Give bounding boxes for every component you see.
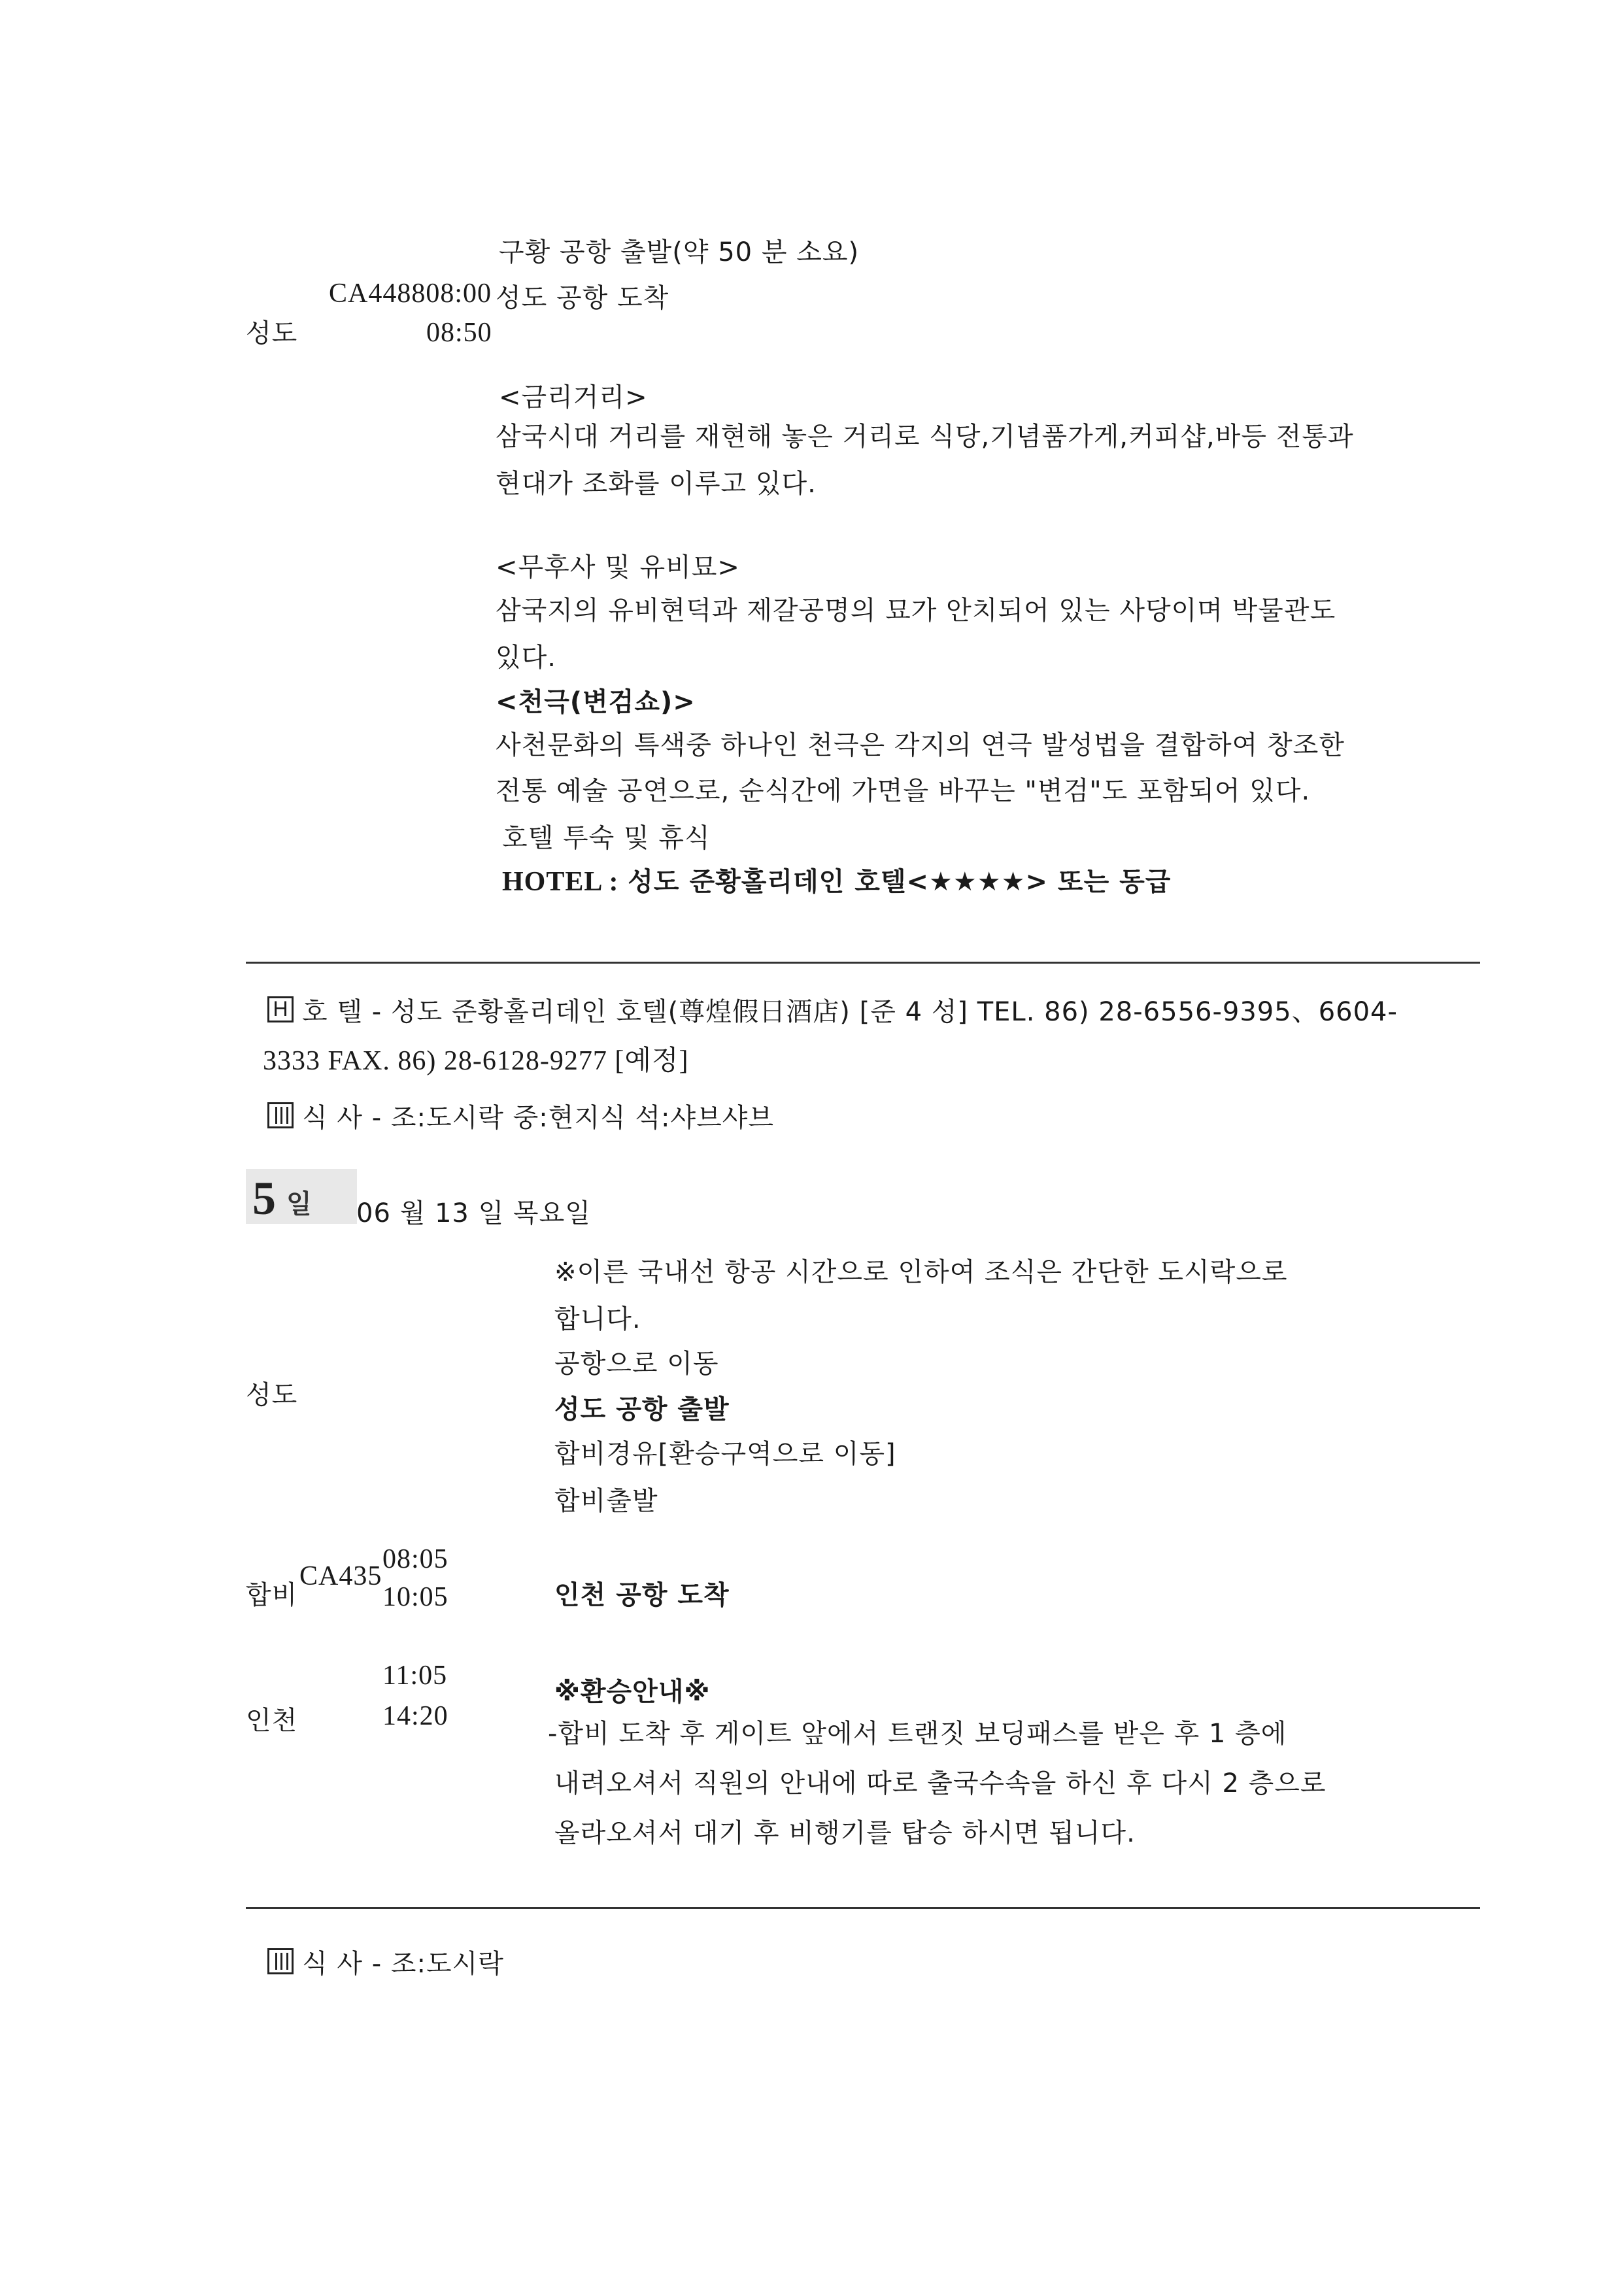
sight-2-title: <무후사 및 유비묘> [496, 552, 740, 582]
transfer-title: ※환승안내※ [554, 1677, 711, 1707]
time-b: 10:05 [382, 1582, 448, 1612]
sight-1-desc-1: 삼국시대 거리를 재현해 놓은 거리로 식당,기념품가게,커피샵,바등 전통과 [496, 422, 1354, 452]
divider-1 [246, 962, 1480, 964]
day-number: 5 [252, 1172, 276, 1224]
hefei-depart-line: 합비출발 [554, 1486, 658, 1516]
sight-3-desc-1: 사천문화의 특색중 하나인 천극은 각지의 연극 발성법을 결합하여 창조한 [496, 730, 1345, 760]
move-line: 공항으로 이동 [554, 1349, 719, 1379]
hotel-value: 성도 준황홀리데인 호텔<★★★★> 또는 동급 [628, 867, 1172, 897]
day5-date: 06 월 13 일 목요일 [356, 1198, 591, 1228]
flight-number: CA435 [299, 1561, 382, 1591]
day-word: 일 [286, 1189, 312, 1219]
sight-1-desc-2: 현대가 조화를 이루고 있다. [496, 469, 817, 499]
time-d: 14:20 [382, 1701, 448, 1731]
time-c: 11:05 [382, 1661, 448, 1691]
arrival-time: 08:50 [426, 318, 492, 348]
arrival-line: 성도 공항 도착 [496, 283, 669, 313]
note-line-2: 합니다. [554, 1304, 641, 1334]
meal-icon [267, 1102, 294, 1128]
depart-line: 성도 공항 출발 [554, 1394, 730, 1425]
sight-3-title: <천극(변검쇼)> [496, 687, 696, 717]
hotel-info-line-2: 3333 FAX. 86) 28-6128-9277 [예정] [263, 1046, 689, 1076]
meal-info-day5: 식 사 - 조:도시락 [302, 1949, 504, 1979]
meal-info-day4: 식 사 - 조:도시락 중:현지식 석:샤브샤브 [302, 1103, 775, 1133]
sight-2-desc-2: 있다. [496, 643, 556, 673]
rest-line: 호텔 투숙 및 휴식 [502, 823, 711, 853]
city-chengdu: 성도 [246, 318, 298, 348]
note-line-1: ※이른 국내선 항공 시간으로 인하여 조식은 간단한 도시락으로 [554, 1257, 1288, 1287]
sight-3-desc-2: 전통 예술 공연으로, 순식간에 가면을 바꾸는 "변검"도 포함되어 있다. [496, 776, 1311, 806]
transit-line: 합비경유[환승구역으로 이동] [554, 1439, 896, 1469]
transfer-line-2: 내려오셔서 직원의 안내에 따로 출국수속을 하신 후 다시 2 층으로 [554, 1768, 1326, 1798]
transfer-line-1: -합비 도착 후 게이트 앞에서 트랜짓 보딩패스를 받은 후 1 층에 [548, 1719, 1287, 1749]
hotel-icon [267, 996, 294, 1022]
time-a: 08:05 [382, 1544, 448, 1574]
transfer-line-3: 올라오셔서 대기 후 비행기를 탑승 하시면 됩니다. [554, 1818, 1136, 1848]
hotel-label: HOTEL : [502, 867, 619, 897]
sight-2-desc-1: 삼국지의 유비현덕과 제갈공명의 묘가 안치되어 있는 사당이며 박물관도 [496, 596, 1336, 626]
day-badge [246, 1169, 357, 1224]
flight-time: CA448808:00 [329, 279, 492, 309]
city-hefei: 합비 [246, 1580, 298, 1610]
divider-2 [246, 1907, 1480, 1909]
arrive-line: 인천 공항 도착 [554, 1580, 730, 1610]
hotel-info-line-1: 호 텔 - 성도 준황홀리데인 호텔(尊煌假日酒店) [준 4 성] TEL. 86) 28-6556-9395、6604- [302, 997, 1398, 1027]
hotel-line [502, 868, 1171, 896]
departure-line: 구황 공항 출발(약 50 분 소요) [499, 237, 860, 267]
city-incheon: 인천 [246, 1706, 298, 1736]
sight-1-title: <금리거리> [499, 382, 648, 413]
city-chengdu-2: 성도 [246, 1380, 298, 1410]
meal-icon [267, 1948, 294, 1974]
